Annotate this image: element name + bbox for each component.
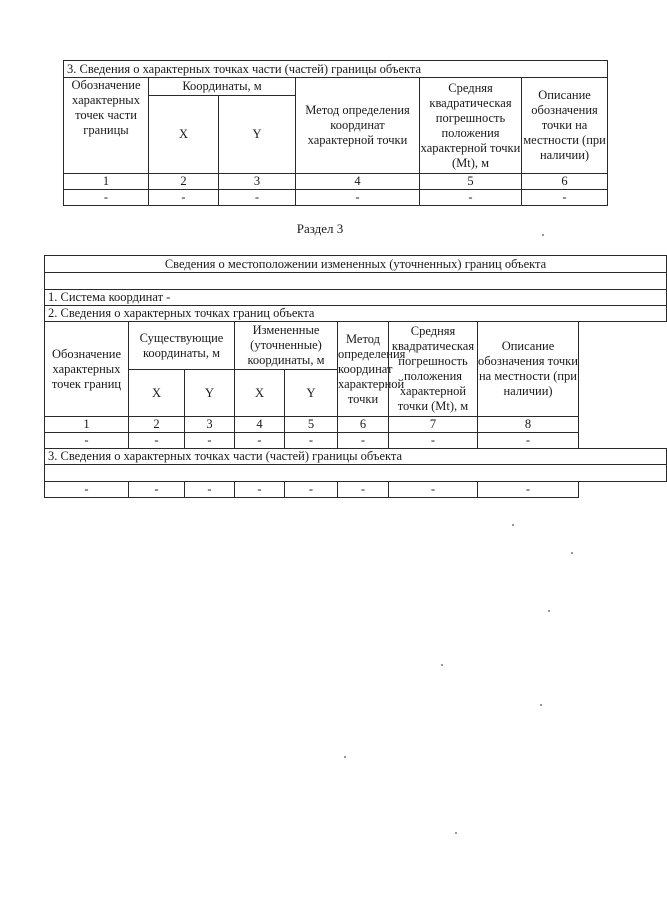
column-number: 3 xyxy=(185,417,235,433)
table-cell: - xyxy=(45,482,129,498)
table-cell: - xyxy=(389,482,478,498)
table-cell: - xyxy=(219,190,296,206)
column-number: 2 xyxy=(149,174,219,190)
table-cell: - xyxy=(285,482,338,498)
table-row xyxy=(64,190,608,206)
table1-title: 3. Сведения о характерных точках части (частей) границы объекта xyxy=(64,61,608,78)
table2-method-header: Метод определения координат характерной точки xyxy=(338,322,389,417)
table-cell: - xyxy=(478,433,579,449)
scan-speck xyxy=(441,664,443,666)
table2-existing-y-header: Y xyxy=(185,370,235,417)
column-number: 5 xyxy=(285,417,338,433)
table-cell: - xyxy=(235,433,285,449)
column-number: 4 xyxy=(296,174,420,190)
table-row xyxy=(45,482,667,498)
table1-x-header: X xyxy=(149,96,219,174)
table-cell: - xyxy=(420,190,522,206)
column-number: 1 xyxy=(45,417,129,433)
table2-existing-x-header: X xyxy=(129,370,185,417)
table-row xyxy=(45,417,667,433)
table2-spacer xyxy=(45,273,667,290)
column-number: 4 xyxy=(235,417,285,433)
table-cell: - xyxy=(296,190,420,206)
table1-designation-header: Обозначение характерных точек части границы xyxy=(64,78,149,174)
part-boundary-points-table xyxy=(63,60,608,206)
table-cell: - xyxy=(185,482,235,498)
column-number: 8 xyxy=(478,417,579,433)
column-number: 6 xyxy=(522,174,608,190)
scan-speck xyxy=(571,552,573,554)
changed-boundaries-table xyxy=(44,255,667,498)
parts-spacer xyxy=(45,465,667,482)
column-number: 2 xyxy=(129,417,185,433)
table-cell: - xyxy=(389,433,478,449)
table1-error-header: Средняя квадратическая погрешность положения характерной точки (Mt), м xyxy=(420,78,522,174)
column-number: 5 xyxy=(420,174,522,190)
table-cell: - xyxy=(235,482,285,498)
table-cell: - xyxy=(338,433,389,449)
table2-description-header: Описание обозначения точки на местности (при наличии) xyxy=(478,322,579,417)
table1-description-header: Описание обозначения точки на местности (при наличии) xyxy=(522,78,608,174)
column-number: 1 xyxy=(64,174,149,190)
table2-existing-header: Существующие координаты, м xyxy=(129,322,235,370)
table2-changed-header: Измененные (уточненные) координаты, м xyxy=(235,322,338,370)
table1-coordinates-header: Координаты, м xyxy=(149,78,296,96)
table-cell: - xyxy=(285,433,338,449)
table-cell: - xyxy=(149,190,219,206)
column-number: 3 xyxy=(219,174,296,190)
table-cell: - xyxy=(185,433,235,449)
scan-speck xyxy=(344,756,346,758)
table2-title: Сведения о местоположении измененных (уточненных) границ объекта xyxy=(45,256,667,273)
table-cell: - xyxy=(45,433,129,449)
scan-speck xyxy=(542,234,544,236)
scan-speck xyxy=(548,610,550,612)
table-cell: - xyxy=(129,433,185,449)
table-cell: - xyxy=(478,482,579,498)
table2-changed-x-header: X xyxy=(235,370,285,417)
table1-method-header: Метод определения координат характерной точки xyxy=(296,78,420,174)
table-row xyxy=(45,433,667,449)
table2-designation-header: Обозначение характерных точек границ xyxy=(45,322,129,417)
scan-speck xyxy=(455,832,457,834)
scan-speck xyxy=(540,704,542,706)
table-cell: - xyxy=(64,190,149,206)
table-cell: - xyxy=(129,482,185,498)
coordinate-system-row: 1. Система координат - xyxy=(45,290,667,306)
table-cell: - xyxy=(522,190,608,206)
column-number: 7 xyxy=(389,417,478,433)
column-number: 6 xyxy=(338,417,389,433)
parts-section-title: 3. Сведения о характерных точках части (частей) границы объекта xyxy=(45,449,667,465)
table-cell: - xyxy=(338,482,389,498)
section-title: Раздел 3 xyxy=(296,221,344,236)
table2-changed-y-header: Y xyxy=(285,370,338,417)
table-row xyxy=(64,174,608,190)
table2-error-header: Средняя квадратическая погрешность положения характерной точки (Mt), м xyxy=(389,322,478,417)
scan-speck xyxy=(512,524,514,526)
table1-y-header: Y xyxy=(219,96,296,174)
points-section-title: 2. Сведения о характерных точках границ объекта xyxy=(45,306,667,322)
